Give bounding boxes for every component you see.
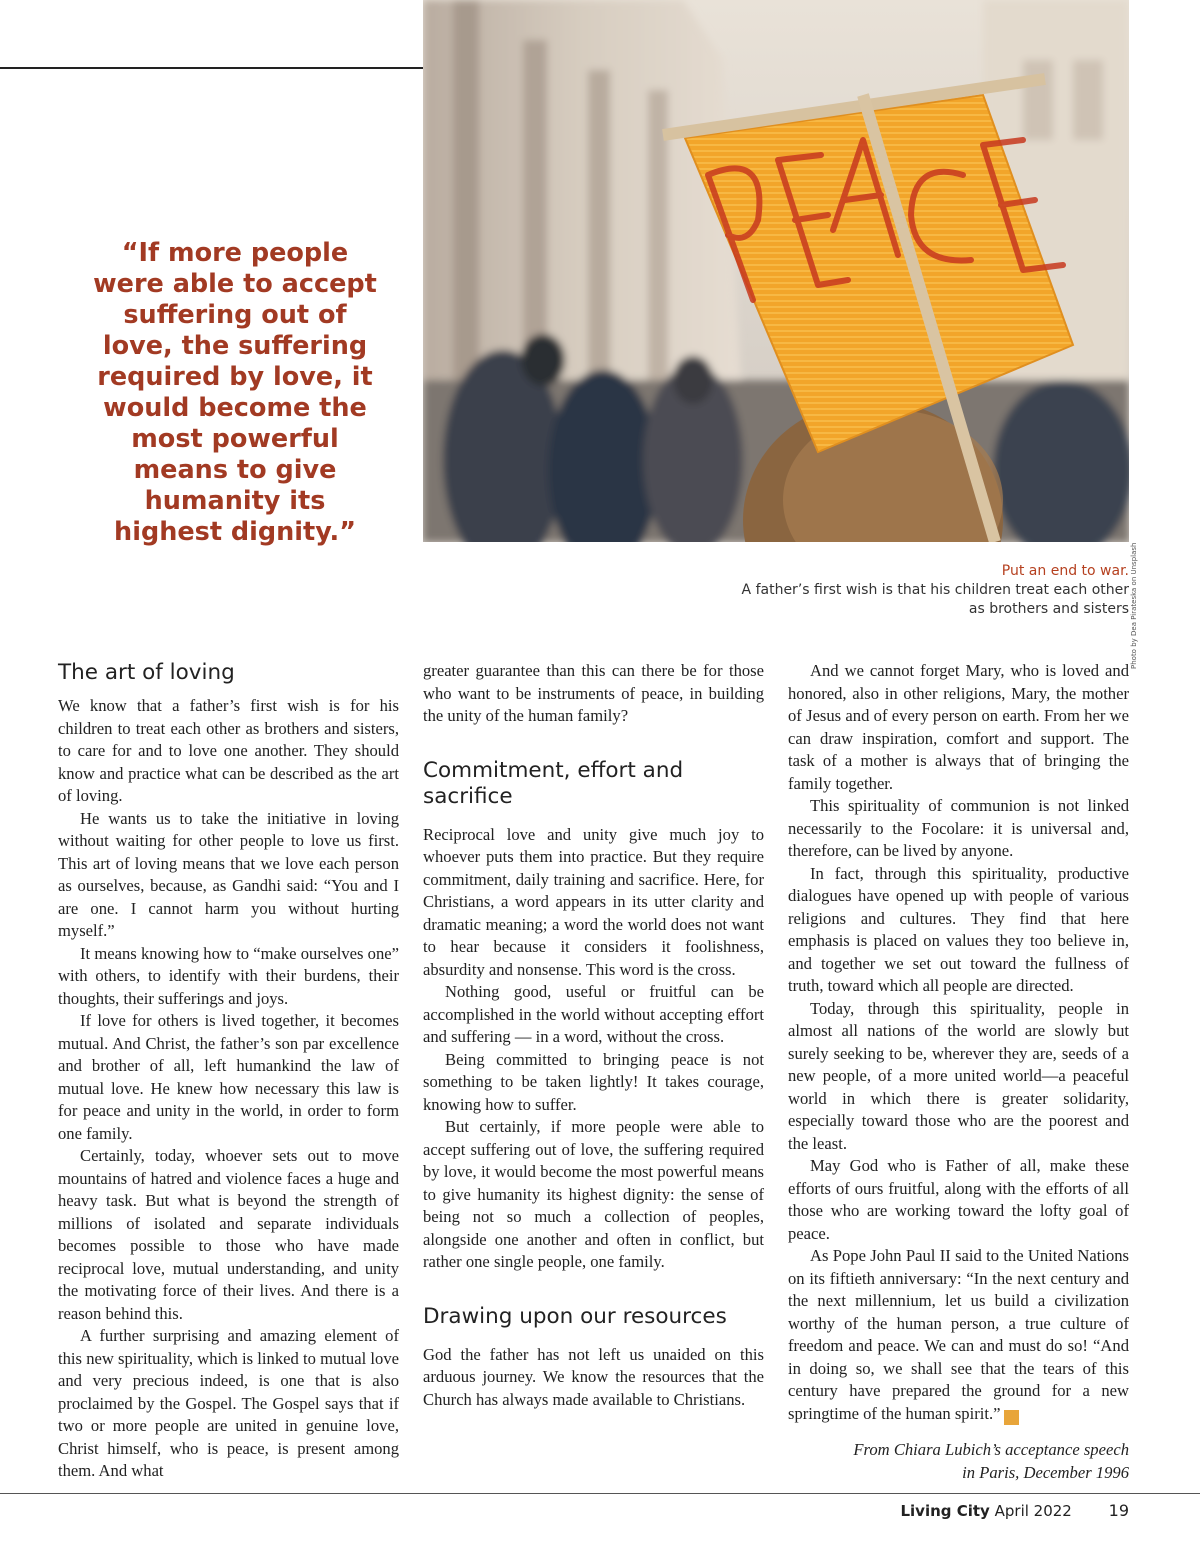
photo-credit (1130, 541, 1140, 671)
paragraph: This spirituality of communion is not linked necessarily to the Focolare: it is universal and, therefore, can be lived by anyone. (788, 796, 1129, 860)
footer-rule (0, 1493, 1200, 1494)
section-heading-resources: Drawing upon our resources (423, 1303, 727, 1329)
article-column-3 (788, 660, 1129, 1484)
end-mark-icon: LC (1004, 1410, 1019, 1425)
photo-caption (729, 562, 1129, 619)
paragraph: But certainly, if more people were able to accept suffering out of love, the suffering required by love, it would become the most powerful means to give humanity its highest dignity: the sense of being not so much a collection of peoples, alongside one another and often in conflict, but rather one single people, one family. (423, 1117, 764, 1271)
page-footer (900, 1501, 1129, 1520)
paragraph-text: As Pope John Paul II said to the United Nations on its fiftieth anniversary: “In the next century and the next millennium, let us build a civilization worthy of the human person, a true culture of freedom and peace. We can and must do so! “And in doing so, we shall see that the tears of this century have prepared the ground for a new springtime of the human spirit.” (788, 1246, 1129, 1423)
paragraph: We know that a father’s first wish is for his children to treat each other as brothers and sisters, to care for and to love one another. They should know and practice what can be described as the art of loving. (58, 696, 399, 805)
paragraph: Reciprocal love and unity give much joy to whoever puts them into practice. But they require commitment, daily training and sacrifice. Here, for Christians, a word appears in its utter clarity and dramatic meaning; a word the world does not want to hear because it considers it foolishness, absurdity and nonsense. This word is the cross. (423, 824, 764, 979)
source-attribution (788, 1439, 1129, 1484)
caption-text: A father’s first wish is that his children treat each other as brothers and sisters (741, 582, 1129, 617)
issue-date: April 2022 (994, 1502, 1072, 1520)
paragraph: It means knowing how to “make ourselves one” with others, to identify with their burdens, their thoughts, their sufferings and joys. (58, 943, 399, 1008)
section-heading-commitment: Commitment, effort and sacrifice (423, 757, 684, 809)
peace-sign-photo (423, 0, 1129, 542)
page-number: 19 (1108, 1501, 1129, 1520)
article-column-2 (423, 660, 764, 1411)
paragraph: Certainly, today, whoever sets out to move mountains of hatred and violence faces a huge and heavy task. But what is beyond the strength of millions of isolated and separate individuals becomes possible to those who have made reciprocal love, mutual understanding, and unity the motivating force of their lives. And there is a reason behind this. (58, 1146, 399, 1323)
paragraph: greater guarantee than this can there be for those who want to be instruments of peace, in building the unity of the human family? (423, 661, 764, 725)
paragraph: In fact, through this spirituality, productive dialogues have opened up with people of various religions and cultures. They find that here emphasis is placed on values they too believe in, and together we set out toward the fullness of truth, toward which all people are directed. (788, 863, 1129, 995)
source-line: in Paris, December 1996 (962, 1462, 1129, 1482)
source-line: From Chiara Lubich’s acceptance speech (853, 1440, 1129, 1459)
paragraph: If love for others is lived together, it becomes mutual. And Christ, the father’s son par excellence and brother of all, left humankind the law of mutual love. He knew how necessary this law is for peace and unity in the world, in order to form one family. (58, 1011, 399, 1143)
paragraph: Today, through this spirituality, people in almost all nations of the world are slowly but surely seeking to be, wherever they are, seeds of a new people, of a more united world—a peaceful world in which there is greater solidarity, especially toward those who are the poorest and the least. (788, 998, 1129, 1153)
top-rule (0, 67, 423, 69)
sign-text (423, 0, 424, 1)
section-heading-art-of-loving: The art of loving (58, 660, 235, 685)
paragraph: May God who is Father of all, make these efforts of ours fruitful, along with the efforts of all those who are working toward the lofty goal of peace. (788, 1156, 1129, 1243)
paragraph (788, 1245, 1129, 1425)
pull-quote: “If more people were able to accept suffering out of love, the suffering required by love, it would become the most powerful means to give humanity its highest dignity.” (93, 238, 377, 547)
paragraph: And we cannot forget Mary, who is loved and honored, also in other religions, Mary, the mother of Jesus and of every person on earth. From her we can draw inspiration, comfort and support. The task of a mother is always that of bringing the family together. (788, 661, 1129, 793)
paragraph: Being committed to bringing peace is not something to be taken lightly! It takes courage, knowing how to suffer. (423, 1049, 764, 1114)
paragraph: Nothing good, useful or fruitful can be accomplished in the world without accepting effort and suffering — in a word, without the cross. (423, 982, 764, 1046)
article-column-1 (58, 660, 399, 1483)
paragraph: He wants us to take the initiative in loving without waiting for other people to love us first. This art of loving means that we love each person as ourselves, because, as Gandhi said: “You and I are one. I cannot harm you without hurting myself.” (58, 808, 399, 940)
paragraph: God the father has not left us unaided on this arduous journey. We know the resources that the Church has always made available to Christians. (423, 1344, 764, 1409)
photo-credit-text: Photo by Dea Pirateska on Unsplash (1130, 542, 1138, 669)
paragraph: A further surprising and amazing element of this new spirituality, which is linked to mutual love and very precious indeed, is one that is also proclaimed by the Gospel. The Gospel says that if two or more people are united in genuine love, Christ himself, who is peace, is present among them. And what (58, 1326, 399, 1480)
caption-title: Put an end to war. (1001, 563, 1129, 579)
magazine-name: Living City (900, 1502, 990, 1520)
